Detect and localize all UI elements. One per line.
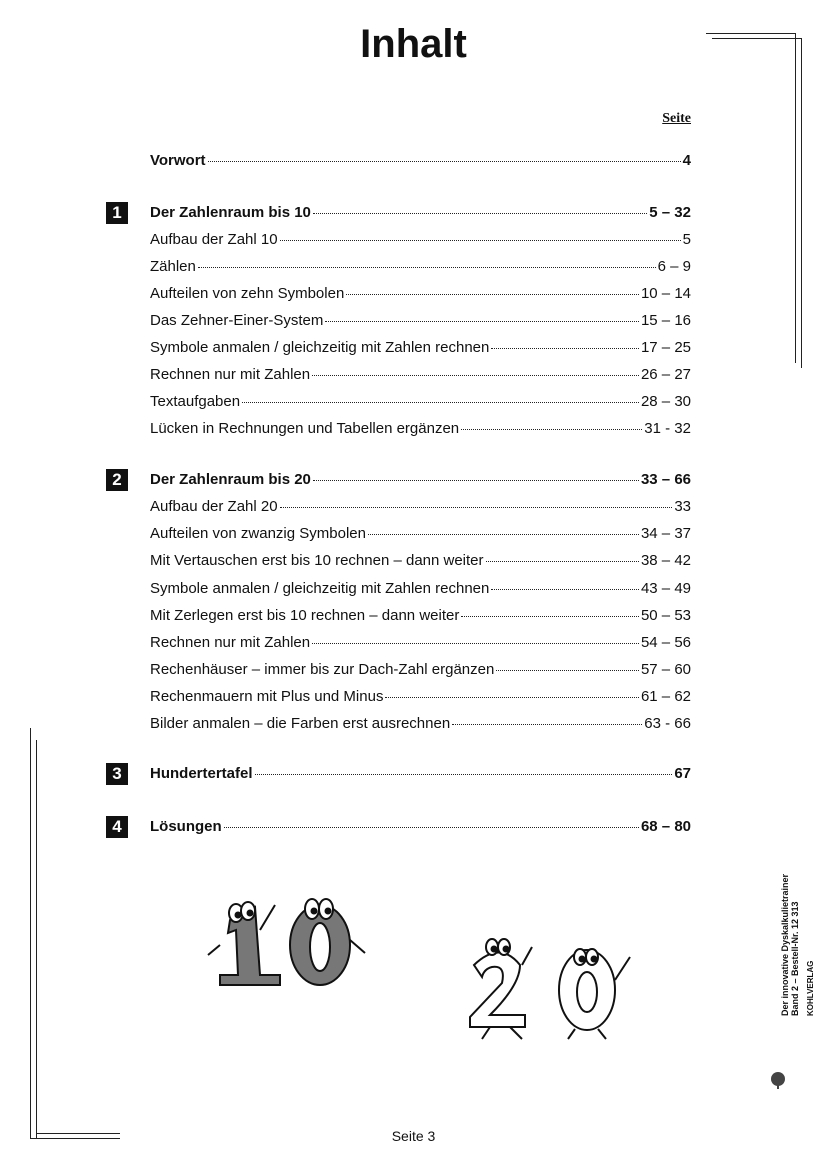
toc-page: 28 – 30 <box>640 393 691 410</box>
toc-item[interactable] <box>150 525 691 545</box>
chapter-number-badge: 3 <box>106 763 128 785</box>
toc-label: Aufbau der Zahl 20 <box>150 498 278 515</box>
toc-page: 34 – 37 <box>640 525 691 542</box>
toc-item[interactable] <box>150 580 691 600</box>
toc-item[interactable] <box>150 312 691 332</box>
toc-item[interactable] <box>150 231 691 251</box>
toc-label: Vorwort <box>150 152 206 169</box>
toc-page: 6 – 9 <box>657 258 691 275</box>
toc-leader <box>312 375 639 376</box>
toc-chapter[interactable] <box>150 765 691 785</box>
toc-page: 15 – 16 <box>640 312 691 329</box>
toc-item[interactable] <box>150 498 691 518</box>
toc-leader <box>280 240 681 241</box>
toc-label: Aufbau der Zahl 10 <box>150 231 278 248</box>
publisher-name: KOHLVERLAG <box>806 960 815 1016</box>
publisher-logo-icon <box>768 1070 788 1090</box>
chapter-number-badge: 1 <box>106 202 128 224</box>
toc-leader <box>280 507 673 508</box>
toc-item[interactable] <box>150 420 691 440</box>
toc-leader <box>385 697 639 698</box>
toc-leader <box>255 774 673 775</box>
toc-leader <box>208 161 681 162</box>
toc-item[interactable] <box>150 715 691 735</box>
toc-leader <box>461 616 639 617</box>
toc-leader <box>224 827 639 828</box>
frame-left-vertical-inner <box>36 740 37 1138</box>
toc-leader <box>452 724 642 725</box>
toc-chapter[interactable] <box>150 818 691 838</box>
toc-page: 17 – 25 <box>640 339 691 356</box>
toc-item[interactable] <box>150 393 691 413</box>
toc-leader <box>242 402 639 403</box>
toc-label: Rechnen nur mit Zahlen <box>150 634 311 651</box>
toc-label: Rechenmauern mit Plus und Minus <box>150 688 384 705</box>
toc-leader <box>313 480 639 481</box>
toc-page: 26 – 27 <box>640 366 691 383</box>
toc-page: 61 – 62 <box>640 688 691 705</box>
publication-title: Der innovative Dyskalkulietrainer <box>780 873 790 1016</box>
toc-label: Mit Zerlegen erst bis 10 rechnen – dann weiter <box>150 607 460 624</box>
toc-item[interactable] <box>150 607 691 627</box>
toc-page: 63 - 66 <box>644 715 691 732</box>
toc-page: 31 - 32 <box>644 420 691 437</box>
toc-page: 54 – 56 <box>640 634 691 651</box>
chapter-number-badge: 2 <box>106 469 128 491</box>
toc-leader <box>491 348 639 349</box>
frame-left-vertical <box>30 728 31 1138</box>
publication-info-vertical <box>780 796 827 1016</box>
toc-leader <box>461 429 642 430</box>
toc-page: 4 <box>682 152 691 169</box>
toc-leader <box>368 534 639 535</box>
toc-label: Aufteilen von zehn Symbolen <box>150 285 345 302</box>
toc-leader <box>496 670 639 671</box>
toc-page: 10 – 14 <box>640 285 691 302</box>
toc-leader <box>491 589 639 590</box>
chapter-number-badge: 4 <box>106 816 128 838</box>
toc-leader <box>312 643 639 644</box>
toc-item[interactable] <box>150 688 691 708</box>
toc-label: Hundertertafel <box>150 765 253 782</box>
toc-item[interactable] <box>150 552 691 572</box>
toc-item[interactable] <box>150 339 691 359</box>
toc-item[interactable] <box>150 366 691 386</box>
toc-label: Aufteilen von zwanzig Symbolen <box>150 525 366 542</box>
toc-label: Symbole anmalen / gleichzeitig mit Zahlen rechnen <box>150 580 490 597</box>
cartoon-ten-illustration <box>200 885 380 995</box>
page-number-footer: Seite 3 <box>391 1128 436 1144</box>
toc-label: Der Zahlenraum bis 20 <box>150 471 311 488</box>
toc-label: Mit Vertauschen erst bis 10 rechnen – dann weiter <box>150 552 484 569</box>
toc-page: 38 – 42 <box>640 552 691 569</box>
toc-label: Das Zehner-Einer-System <box>150 312 324 329</box>
page-title: Inhalt <box>360 22 467 66</box>
toc-leader <box>198 267 656 268</box>
toc-page: 33 – 66 <box>640 471 691 488</box>
toc-page: 5 – 32 <box>649 204 691 221</box>
page-column-header: Seite <box>662 111 691 126</box>
toc-label: Rechnen nur mit Zahlen <box>150 366 311 383</box>
toc-page: 57 – 60 <box>640 661 691 678</box>
frame-right-vertical-inner <box>801 38 802 368</box>
toc-label: Rechenhäuser – immer bis zur Dach-Zahl ergänzen <box>150 661 495 678</box>
cartoon-twenty-illustration <box>460 935 650 1045</box>
toc-page: 5 <box>682 231 691 248</box>
publication-order-number: Band 2 – Bestell-Nr. 12 313 <box>790 901 800 1016</box>
toc-label: Lücken in Rechnungen und Tabellen ergänzen <box>150 420 460 437</box>
toc-leader <box>486 561 639 562</box>
toc-label: Zählen <box>150 258 196 275</box>
frame-right-vertical <box>795 33 796 363</box>
toc-chapter[interactable] <box>150 471 691 491</box>
toc-label: Symbole anmalen / gleichzeitig mit Zahlen rechnen <box>150 339 490 356</box>
toc-preface[interactable] <box>150 152 691 172</box>
toc-label: Textaufgaben <box>150 393 241 410</box>
toc-chapter[interactable] <box>150 204 691 224</box>
toc-item[interactable] <box>150 258 691 278</box>
toc-label: Der Zahlenraum bis 10 <box>150 204 311 221</box>
toc-item[interactable] <box>150 285 691 305</box>
toc-label: Lösungen <box>150 818 222 835</box>
toc-page: 67 <box>674 765 691 782</box>
toc-leader <box>346 294 639 295</box>
toc-leader <box>313 213 647 214</box>
toc-page: 33 <box>674 498 691 515</box>
toc-item[interactable] <box>150 661 691 681</box>
toc-leader <box>325 321 639 322</box>
toc-page: 43 – 49 <box>640 580 691 597</box>
toc-page: 68 – 80 <box>640 818 691 835</box>
toc-page: 50 – 53 <box>640 607 691 624</box>
toc-label: Bilder anmalen – die Farben erst ausrechnen <box>150 715 451 732</box>
toc-item[interactable] <box>150 634 691 654</box>
